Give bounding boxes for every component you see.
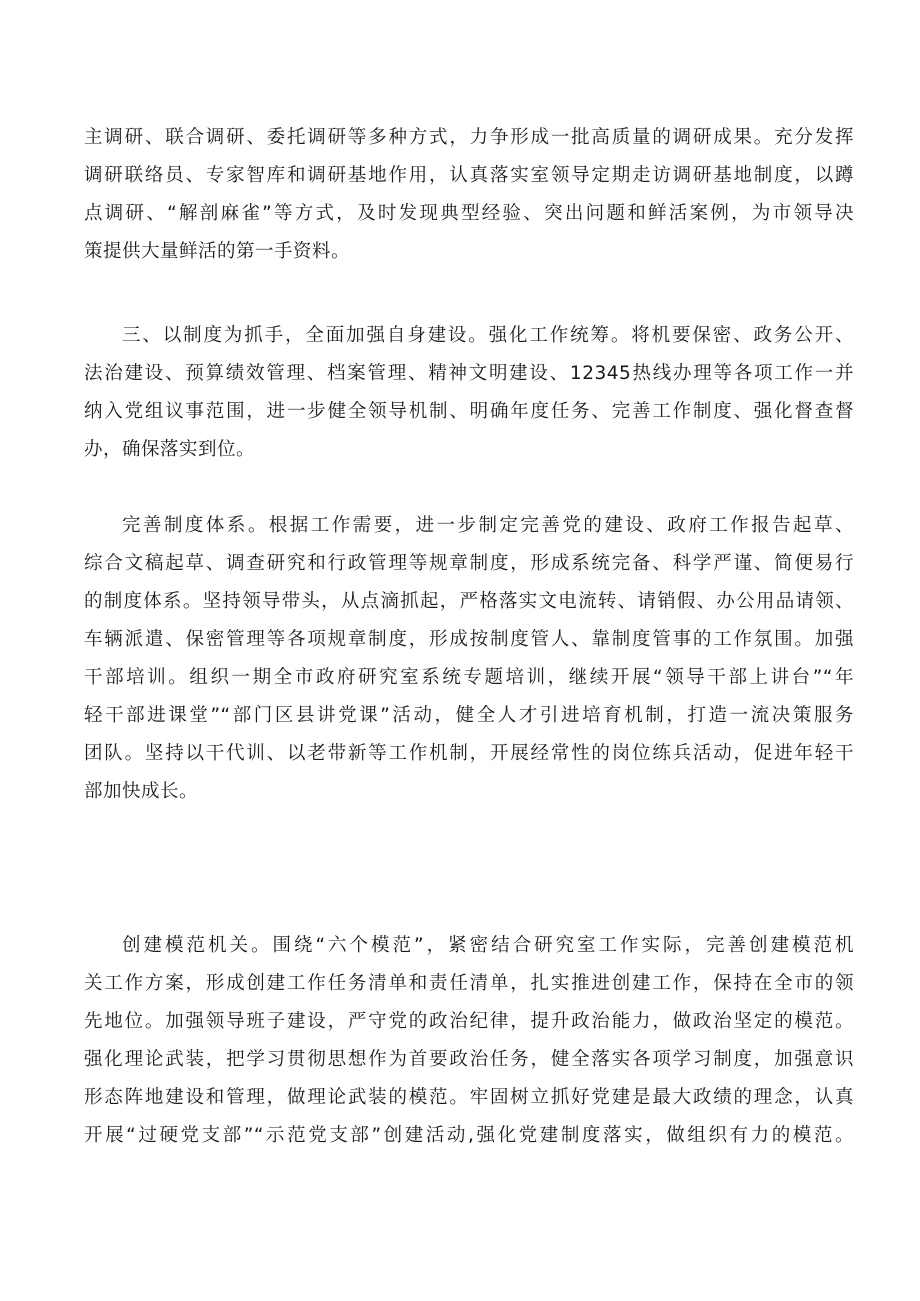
text-line: 强化理论武装，把学习贯彻思想作为首要政治任务，健全落实各项学习制度，加强意识 [84, 1049, 854, 1070]
text-line: 创建模范机关。围绕“六个模范”，紧密结合研究室工作实际，完善创建模范机 [122, 935, 854, 956]
text-line: 团队。坚持以干代训、以老带新等工作机制，开展经常性的岗位练兵活动，促进年轻干 [84, 743, 854, 764]
paragraph-section-three [84, 317, 854, 469]
text-line: 策提供大量鲜活的第一手资料。 [84, 241, 351, 262]
text-line: 部加快成长。 [84, 781, 199, 802]
paragraph-institution-system [84, 507, 854, 811]
paragraph-research-methods [84, 119, 854, 271]
text-line: 法治建设、预算绩效管理、档案管理、精神文明建设、12345热线办理等各项工作一并 [84, 363, 854, 384]
text-line: 完善制度体系。根据工作需要，进一步制定完善党的建设、政府工作报告起草、 [122, 515, 854, 536]
text-line: 开展“过硬党支部”“示范党支部”创建活动,强化党建制度落实，做组织有力的模范。 [84, 1125, 854, 1146]
text-line: 调研联络员、专家智库和调研基地作用，认真落实室领导定期走访调研基地制度，以蹲 [84, 165, 854, 186]
text-line: 的制度体系。坚持领导带头，从点滴抓起，严格落实文电流转、请销假、办公用品请领、 [84, 591, 854, 612]
text-line: 关工作方案，形成创建工作任务清单和责任清单，扎实推进创建工作，保持在全市的领 [84, 973, 854, 994]
text-line: 轻干部进课堂”“部门区县讲党课”活动，健全人才引进培育机制，打造一流决策服务 [84, 705, 854, 726]
text-line: 三、以制度为抓手，全面加强自身建设。强化工作统筹。将机要保密、政务公开、 [122, 325, 854, 346]
text-line: 形态阵地建设和管理，做理论武装的模范。牢固树立抓好党建是最大政绩的理念，认真 [84, 1087, 854, 1108]
text-line: 先地位。加强领导班子建设，严守党的政治纪律，提升政治能力，做政治坚定的模范。 [84, 1011, 854, 1032]
paragraph-model-organ [84, 927, 854, 1155]
text-line: 主调研、联合调研、委托调研等多种方式，力争形成一批高质量的调研成果。充分发挥 [84, 127, 854, 148]
text-line: 纳入党组议事范围，进一步健全领导机制、明确年度任务、完善工作制度、强化督查督 [84, 401, 854, 422]
text-line: 点调研、“解剖麻雀”等方式，及时发现典型经验、突出问题和鲜活案例，为市领导决 [84, 203, 854, 224]
text-line: 综合文稿起草、调查研究和行政管理等规章制度，形成系统完备、科学严谨、简便易行 [84, 553, 854, 574]
text-line: 办，确保落实到位。 [84, 439, 256, 460]
text-line: 干部培训。组织一期全市政府研究室系统专题培训，继续开展“领导干部上讲台”“年 [84, 667, 854, 688]
text-line: 车辆派遣、保密管理等各项规章制度，形成按制度管人、靠制度管事的工作氛围。加强 [84, 629, 854, 650]
